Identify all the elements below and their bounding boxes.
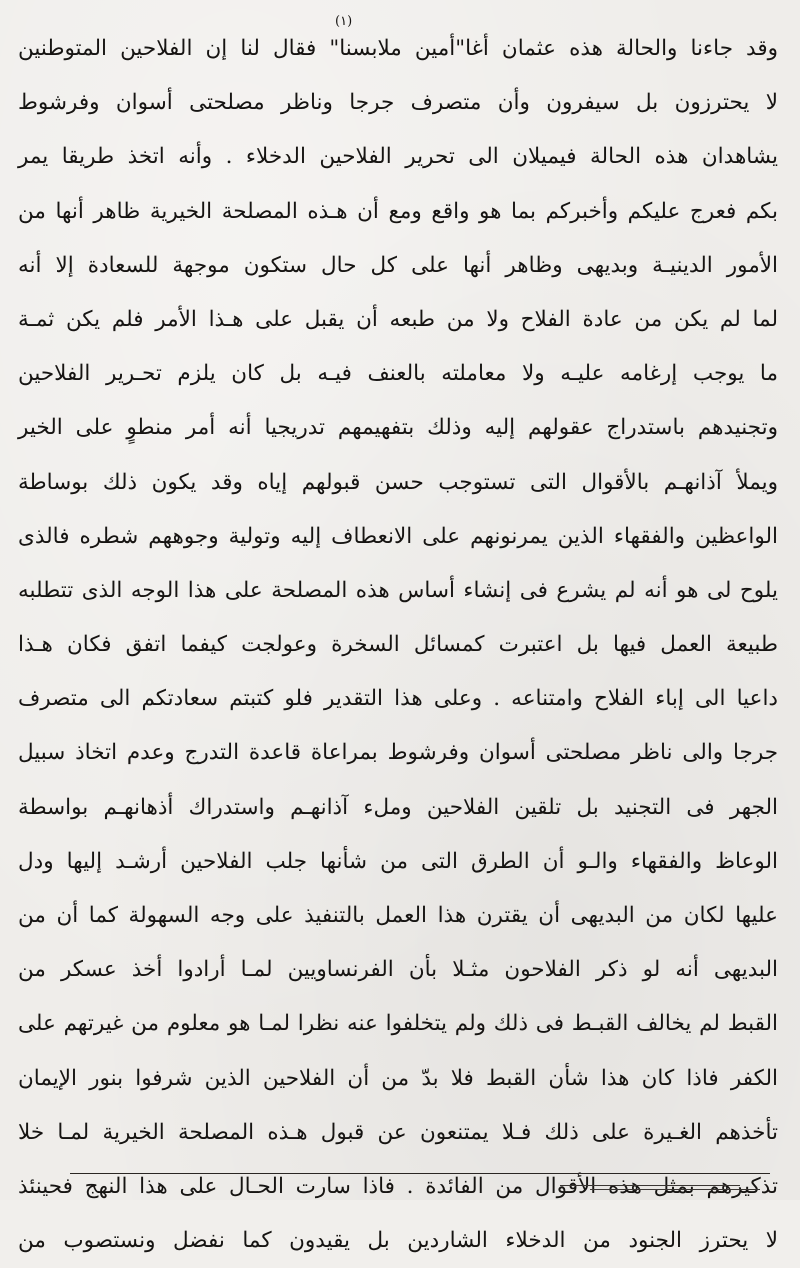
- footnote-marker: (١): [335, 14, 353, 29]
- text-line-9: ويملأ آذانهـم بالأقوال التى تستوجب حسن قبولهم إياه وقد يكون ذلك بوساطة: [18, 469, 778, 495]
- text-line-11: يلوح لى هو أنه لم يشرع فى إنشاء أساس هذه المصلحة على هذا الوجه الذى تتطلبه: [18, 577, 778, 603]
- bottom-rule: [560, 1185, 740, 1186]
- text-line-23: لا يحترز الجنود من الدخلاء الشاردين بل يقيدون كما نفضل ونستصوب من: [18, 1228, 778, 1254]
- text-line-1: وقد جاءنا والحالة هذه عثمان أغا"أمين ملابسنا" فقال لنا إن الفلاحين المتوطنين: [18, 36, 778, 61]
- text-line-7: ما يوجب إرغامه عليـه ولا معاملته بالعنف فيـه بل كان يلزم تحـرير الفلاحين: [18, 361, 778, 387]
- bottom-rule-secondary: [590, 1189, 760, 1190]
- text-line-20: الكفر فاذا كان هذا شأن القبط فلا بدّ من أن الفلاحين الذين شرفوا بنور الإيمان: [18, 1065, 778, 1091]
- text-line-3: يشاهدان هذه الحالة فيميلان الى تحرير الفلاحين الدخلاء . وأنه اتخذ طريقا يمر: [18, 144, 778, 170]
- document-text-block: [18, 22, 778, 1268]
- text-line-17: عليها لكان من البديهى أن يقترن هذا العمل بالتنفيذ على وجه السهولة كما أن من: [18, 903, 778, 928]
- text-line-18: البديهى أنه لو ذكر الفلاحون مثـلا بأن الفرنساويين لمـا أرادوا أخذ عسكر من: [18, 957, 778, 983]
- text-line-21: تأخذهم الغـيرة على ذلك فـلا يمتنعون عن قبول هـذه المصلحة الخيرية لمـا خلا: [18, 1119, 778, 1145]
- text-line-12: طبيعة العمل فيها بل اعتبرت كمسائل السخرة وعولجت كيفما اتفق فكان هـذا: [18, 632, 778, 658]
- text-line-2: لا يحترزون بل سيفرون وأن متصرف جرجا وناظر مصلحتى أسوان وفرشوط: [18, 90, 778, 116]
- text-line-15: الجهر فى التجنيد بل تلقين الفلاحين وملء آذانهـم واستدراك أذهانهـم بواسطة: [18, 794, 778, 820]
- text-line-4: بكم فعرج عليكم وأخبركم بما هو واقع ومع أن هـذه المصلحة الخيرية ظاهر أنها من: [18, 198, 778, 224]
- text-line-6: لما لم يكن من عادة الفلاح ولا من طبعه أن يقبل على هـذا الأمر فلم يكن ثمـة: [18, 306, 778, 332]
- last-line-underline: [70, 1173, 770, 1174]
- text-line-10: الواعظين والفقهاء الذين يمرنونهم على الانعطاف إليه وتولية وجوههم شطره فالذى: [18, 523, 778, 549]
- text-line-8: وتجنيدهم باستدراج عقولهم إليه وذلك بتفهيمهم تدريجيا أنه أمر منطوٍ على الخير: [18, 415, 778, 441]
- text-line-22: تذكيرهم بمثل هذه الأقوال من الفائدة . فاذا سارت الحـال على هذا النهج فحينئذ: [18, 1173, 778, 1199]
- text-line-16: الوعاظ والفقهاء والـو أن الطرق التى من شأنها جلب الفلاحين أرشـد إليها ودل: [18, 848, 778, 874]
- text-line-5: الأمور الدينيـة وبديهى وظاهر أنها على كل حال ستكون موجهة للسعادة إلا أنه: [18, 252, 778, 278]
- text-line-19: القبط لم يخالف القبـط فى ذلك ولم يتخلفوا عنه نظرا لمـا هو معلوم من غيرتهم على: [18, 1011, 778, 1037]
- text-line-14: جرجا والى ناظر مصلحتى أسوان وفرشوط بمراعاة قاعدة التدرج وعدم اتخاذ سبيل: [18, 740, 778, 766]
- text-line-13: داعيا الى إباء الفلاح وامتناعه . وعلى هذا التقدير فلو كتبتم سعادتكم الى متصرف: [18, 686, 778, 712]
